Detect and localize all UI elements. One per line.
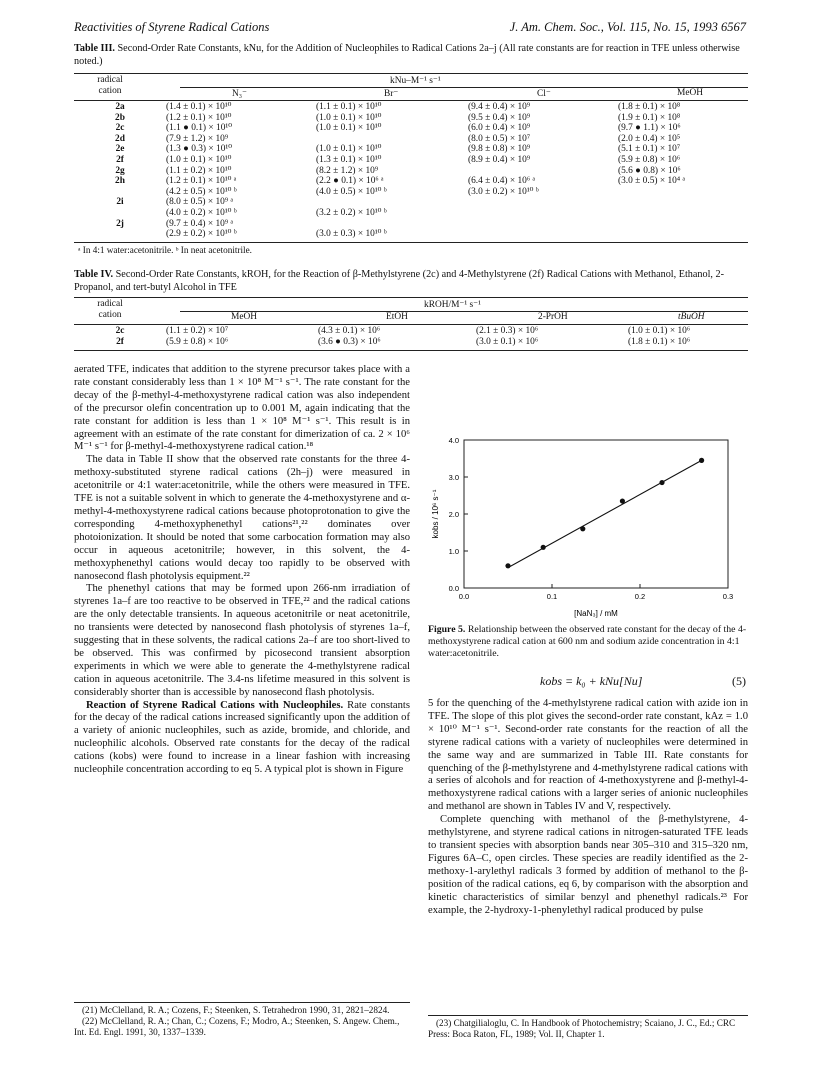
table3-value-cell: (1.3 ● 0.3) × 10¹⁰ — [166, 144, 232, 155]
table4-head-cation-word: cation — [98, 309, 122, 320]
table3-value-cell: (3.0 ± 0.2) × 10¹⁰ ᵇ — [468, 186, 539, 197]
table3-row — [74, 134, 748, 145]
right-paragraph-2: Complete quenching with methanol of the β-methylstyrene, 4-methylstyrene, and styrene radical cations in nitrogen-saturated TFE leads to transient species with absorption bands near 305–310 and 315–320 nm, Figures 6A–C, open circles. These species are readily identified as the 2-methoxy-1-arylethyl radicals 3 formed by addition of methanol to the β-position of the radical cations, eq 6, by comparison with the absorption and kinetic characteristics of similar benzyl and phenethyl radicals.²³ For example, the 2-hydroxy-1-phenylethyl radical produced by pulse — [428, 814, 748, 916]
table3-head-radical: radical — [97, 75, 123, 85]
table3-value-cell: (1.1 ● 0.1) × 10¹⁰ — [166, 123, 232, 134]
table3-value-cell: (2.9 ± 0.2) × 10¹⁰ ᵇ — [166, 229, 237, 240]
table3-cation-cell: 2b — [115, 112, 125, 123]
table3-row — [74, 166, 748, 177]
table3-head-rule — [74, 100, 748, 101]
table3-col-cl: Cl⁻ — [537, 89, 551, 99]
table4-value-cell: (1.8 ± 0.1) × 10⁶ — [628, 336, 691, 347]
plot-frame — [464, 440, 728, 588]
table3-value-cell: (1.0 ± 0.1) × 10¹⁰ — [316, 112, 382, 123]
table4-head-radical: radical — [97, 299, 123, 309]
figure5-caption — [428, 624, 748, 660]
table3-value-cell: (2.2 ● 0.1) × 10⁶ ᵃ — [316, 176, 384, 187]
table3-cation-cell — [74, 187, 166, 198]
table3-cation-cell: 2d — [115, 133, 125, 144]
table4-caption — [74, 268, 744, 294]
reference-23: (23) Chatgilialoglu, C. In Handbook of Photochemistry; Scaiano, J. C., Ed.; CRC Press: Boca Raton, FL, 1989; Vol. II, Chapter 1. — [428, 1018, 736, 1039]
left-paragraph-4-text: Rate constants for the decay of the radical cations increased significantly upon the addition of a variety of anionic nucleophiles, such as azide, bromide, and chloride, and nucleophilic alcohols. Observed rate constants for the decay of the radical cations (kobs) were found to increase in a linear fashion with increasing nucleophile concentration according to eq 5. A typical plot is shown in Figure — [74, 699, 410, 776]
table4-bottom-rule — [74, 350, 748, 351]
table3-head-cation-word: cation — [98, 85, 122, 96]
table3-value-cell: (5.1 ± 0.1) × 10⁷ — [618, 144, 681, 155]
table3-cation-cell — [74, 208, 166, 219]
x-tick-label: 0.2 — [634, 592, 646, 601]
table4-value-cell: (3.6 ● 0.3) × 10⁶ — [318, 336, 381, 347]
x-tick-label: 0.3 — [722, 592, 734, 601]
table3-value-cell: (1.2 ± 0.1) × 10¹⁰ — [166, 112, 232, 123]
table3-cation-cell: 2h — [115, 176, 125, 187]
table3-value-cell — [618, 219, 748, 230]
table3-value-cell: (9.8 ± 0.8) × 10⁹ — [468, 144, 531, 155]
table3-value-cell: (6.4 ± 0.4) × 10⁶ ᵃ — [468, 176, 536, 187]
data-point — [699, 458, 704, 463]
table3-value-cell: (4.0 ± 0.2) × 10¹⁰ ᵇ — [166, 207, 237, 218]
table3-row — [74, 155, 748, 166]
left-paragraph-1: aerated TFE, indicates that addition to the styrene precursor takes place with a rate constant considerably less than 1 × 10⁸ M⁻¹ s⁻¹. The rate constant for the decay of the β-methyl-4-methoxystyrene radical cation was also independent of the precursor olefin concentration up to 0.001 M, again indicating that the rate constant for addition is less than 1 × 10⁸ M⁻¹ s⁻¹. This result is in agreement with an estimate of the rate constant for dimerization of ca. 2 × 10⁶ M⁻¹ s⁻¹ for β-methyl-4-methoxystyrene radical cation.¹⁸ — [74, 364, 410, 453]
table3-row — [74, 187, 748, 198]
table3-value-cell: (4.0 ± 0.5) × 10¹⁰ ᵇ — [316, 186, 387, 197]
right-footnote-rule — [428, 1015, 748, 1016]
table3-value-cell — [468, 219, 618, 230]
y-tick-label: 4.0 — [448, 436, 459, 445]
left-paragraph-2: The data in Table II show that the observed rate constants for the three 4-methoxy-substituted styrene radical cations (2h–j) were measured in acetonitrile or 4:1 water:acetonitrile, while the others were measured in TFE. TFE is not a suitable solvent in which to generate the 4-methoxystyrene and α-methyl-4-methoxystyrene radical cations because photoprotonation to give the corresponding 4-methoxyphenethyl cations²¹,²² dominates over photoionization. It should be noted that some carbocation formation may also occur in aqueous acetonitrile; however, in this solvent, the 4-methoxyphenethyl cations would decay too rapidly to be observed with nanosecond flash photolysis equipment.²² — [74, 454, 410, 582]
running-header-journal: J. Am. Chem. Soc., Vol. 115, No. 15, 1993 6567 — [509, 20, 746, 34]
table3-value-cell — [618, 229, 748, 240]
right-references — [428, 1018, 748, 1040]
table4-col-etoh: EtOH — [386, 312, 408, 322]
table3-row — [74, 219, 748, 230]
table3-value-cell: (1.0 ± 0.1) × 10¹⁰ — [316, 123, 382, 134]
section-heading: Reaction of Styrene Radical Cations with Nucleophiles. — [86, 699, 344, 711]
table3-value-cell: (1.3 ± 0.1) × 10¹⁰ — [316, 154, 382, 165]
left-paragraph-3: The phenethyl cations that may be formed upon 266-nm irradiation of styrenes 1a–f are too reactive to be observed in TFE,²² and the radical cations are the only detectable transients. In aqueous acetonitrile or neat acetonitrile, no transients were detected by nanosecond flash photolysis of styrenes 1a–f, suggesting that in these solvents, the radical cations 2a–f are too short-lived to be observed. This was confirmed by picosecond transient absorption experiments in which we were able to generate the 4-methylstyrene radical cation in aqueous acetonitrile. The 3.4-ns lifetime measured in this solvent is considerably shorter than is accessible by nanosecond flash photolysis. — [74, 583, 410, 698]
table3-cation-cell: 2e — [115, 144, 125, 155]
right-paragraph-1: 5 for the quenching of the 4-methylstyrene radical cation with azide ion in TFE. The slope of this plot gives the second-order rate constant, kAz = 1.0 × 10¹⁰ M⁻¹ s⁻¹. Second-order rate constants for the reaction of all the styrene radical cations with a variety of nucleophiles were determined in the same way and are summarized in Table III. Rate constants for quenching of the β-methylstyrene and 4-methylstyrene radical cations with a series of alcohols and for reaction of 4-methoxystyrene and β-methyl-4-methoxystyrene radical cations with a larger series of anionic nucleophiles and methanol are shown in Tables IV and V, respectively. — [428, 698, 748, 813]
table3-value-cell: (7.9 ± 1.2) × 10⁹ — [166, 133, 229, 144]
table4-cation-cell: 2f — [116, 336, 124, 347]
table4-col-tbuoh: tBuOH — [678, 312, 705, 322]
y-tick-label: 3.0 — [448, 473, 459, 482]
table3-row — [74, 113, 748, 124]
x-tick-label: 0.1 — [546, 592, 558, 601]
data-point — [580, 526, 585, 531]
reference-22: (22) McClelland, R. A.; Chan, C.; Cozens, F.; Modro, A.; Steenken, S. Angew. Chem., Int. Ed. Engl. 1991, 30, 1337–1339. — [74, 1016, 400, 1037]
table3-value-cell: (1.4 ± 0.1) × 10¹⁰ — [166, 102, 232, 112]
table3-value-cell: (1.0 ± 0.1) × 10¹⁰ — [166, 154, 232, 165]
table3-row — [74, 176, 748, 187]
table4-head-cation — [80, 299, 140, 320]
table4-value-cell: (2.1 ± 0.3) × 10⁶ — [476, 326, 539, 336]
table3-value-cell: (8.9 ± 0.4) × 10⁹ — [468, 154, 531, 165]
table3-value-cell: (5.9 ± 0.8) × 10⁶ — [618, 154, 681, 165]
table3-value-cell — [468, 229, 618, 240]
table3-value-cell: (9.7 ● 1.1) × 10⁶ — [618, 123, 681, 134]
table3-value-cell — [618, 197, 748, 208]
y-tick-label: 0.0 — [448, 584, 459, 593]
table4-span-rule — [180, 311, 748, 312]
table3-cation-cell: 2a — [115, 102, 125, 112]
table3-value-cell: (1.9 ± 0.1) × 10⁸ — [618, 112, 681, 123]
table3-row — [74, 144, 748, 155]
left-footnote-rule — [74, 1002, 410, 1003]
table3-row — [74, 197, 748, 208]
table3-head-span: kNu–M⁻¹ s⁻¹ — [390, 76, 441, 86]
left-column — [74, 364, 410, 777]
table3-caption-label: Table III. — [74, 43, 115, 54]
table3-cation-cell: 2g — [115, 165, 125, 176]
table3-footnote: ᵃ In 4:1 water:acetonitrile. ᵇ In neat acetonitrile. — [78, 245, 252, 255]
table3-row — [74, 102, 748, 113]
table4-caption-label: Table IV. — [74, 269, 114, 280]
data-point — [659, 480, 664, 485]
data-point — [541, 545, 546, 550]
fit-line — [508, 460, 702, 567]
reference-21: (21) McClelland, R. A.; Cozens, F.; Steenken, S. Tetrahedron 1990, 31, 2821–2824. — [82, 1005, 390, 1015]
table3-value-cell: (3.0 ± 0.3) × 10¹⁰ ᵇ — [316, 229, 387, 240]
table3-value-cell: (8.2 ± 1.2) × 10⁹ — [316, 165, 379, 176]
table4-head-rule — [74, 324, 748, 325]
table3-col-meoh: MeOH — [677, 88, 704, 98]
data-point — [505, 563, 510, 568]
table3-value-cell — [316, 134, 468, 145]
table3-value-cell: (4.2 ± 0.5) × 10¹⁰ ᵇ — [166, 186, 237, 197]
table4-value-cell: (5.9 ± 0.8) × 10⁶ — [166, 336, 229, 347]
table4-caption-text: Second-Order Rate Constants, kROH, for the Reaction of β-Methylstyrene (2c) and 4-Methylstyrene (2f) Radical Cations with Methanol, Ethanol, 2-Propanol, and tert-butyl Alcohol in TFE — [74, 269, 724, 293]
table3-value-cell: (5.6 ● 0.8) × 10⁶ — [618, 165, 681, 176]
table3-value-cell: (1.8 ± 0.1) × 10⁸ — [618, 102, 681, 112]
y-tick-label: 1.0 — [448, 547, 459, 556]
table3-row — [74, 229, 748, 240]
table3-body — [74, 102, 748, 240]
running-header-title: Reactivities of Styrene Radical Cations — [74, 20, 270, 34]
table4-col-meoh: MeOH — [231, 312, 258, 322]
table3-value-cell — [316, 197, 468, 208]
table3-value-cell: (1.0 ± 0.1) × 10¹⁰ — [316, 144, 382, 155]
table4-value-cell: (3.0 ± 0.1) × 10⁶ — [476, 336, 539, 347]
left-paragraph-4 — [74, 700, 410, 777]
table3-value-cell: (1.2 ± 0.1) × 10¹⁰ ᵃ — [166, 176, 237, 187]
table3-value-cell: (6.0 ± 0.4) × 10⁹ — [468, 123, 531, 134]
table3-value-cell — [468, 208, 618, 219]
table4-row — [74, 337, 748, 348]
table3-value-cell: (3.0 ± 0.5) × 10⁴ ᵃ — [618, 176, 686, 187]
table3-value-cell — [468, 197, 618, 208]
figure5-caption-label: Figure 5. — [428, 624, 466, 635]
x-tick-label: 0.0 — [458, 592, 470, 601]
table3-head-cation — [80, 75, 140, 96]
table3-caption-text: Second-Order Rate Constants, kNu, for the Addition of Nucleophiles to Radical Cations 2a–j (All rate constants are for reaction in TFE unless otherwise noted.) — [74, 43, 740, 67]
table3-col-n3: N₃⁻ — [232, 89, 247, 99]
table3-value-cell — [316, 219, 468, 230]
table4-cation-cell: 2c — [115, 326, 125, 336]
table3-value-cell: (9.5 ± 0.4) × 10⁹ — [468, 112, 531, 123]
table4-value-cell: (4.3 ± 0.1) × 10⁶ — [318, 326, 381, 336]
y-tick-label: 2.0 — [448, 510, 459, 519]
table4-top-rule — [74, 297, 748, 298]
left-references — [74, 1005, 410, 1038]
table4-value-cell: (1.0 ± 0.1) × 10⁶ — [628, 326, 691, 336]
table4-col-2proh: 2-PrOH — [538, 312, 568, 322]
table3-value-cell — [618, 187, 748, 198]
table3-value-cell: (1.1 ± 0.1) × 10¹⁰ — [316, 102, 382, 112]
table3-value-cell: (3.2 ± 0.2) × 10¹⁰ ᵇ — [316, 207, 387, 218]
data-point — [620, 498, 625, 503]
table3-caption — [74, 42, 744, 68]
table4-row — [74, 326, 748, 337]
table3-span-rule — [180, 87, 748, 88]
table3-cation-cell — [74, 229, 166, 240]
equation-5: kobs = k₀ + kNu[Nu] — [540, 674, 643, 688]
table3-value-cell: (1.1 ± 0.2) × 10¹⁰ — [166, 165, 232, 176]
table3-value-cell — [468, 166, 618, 177]
table4-head-span: kROH/M⁻¹ s⁻¹ — [424, 300, 481, 310]
right-column — [428, 698, 748, 917]
table3-bottom-rule — [74, 242, 748, 243]
table3-row — [74, 123, 748, 134]
figure5-caption-text: Relationship between the observed rate constant for the decay of the 4-methoxystyrene radical cation at 600 nm and sodium azide concentration in 4:1 water:acetonitrile. — [428, 624, 747, 659]
figure5-plot — [428, 436, 750, 622]
table4-body — [74, 326, 748, 347]
x-axis-label: [NaN₃] / mM — [574, 609, 618, 618]
table3-col-br: Br⁻ — [384, 89, 399, 99]
table4-value-cell: (1.1 ± 0.2) × 10⁷ — [166, 326, 229, 336]
table3-cation-cell: 2j — [116, 218, 124, 229]
table3-value-cell — [618, 208, 748, 219]
table3-value-cell: (8.0 ± 0.5) × 10⁹ ᵃ — [166, 197, 234, 208]
table3-cation-cell: 2i — [116, 197, 124, 208]
table3-row — [74, 208, 748, 219]
y-axis-label: kobs / 10⁶ s⁻¹ — [431, 489, 440, 539]
equation-5-number: (5) — [732, 674, 746, 688]
table3-top-rule — [74, 73, 748, 74]
table3-value-cell: (9.7 ± 0.4) × 10⁹ ᵃ — [166, 218, 234, 229]
table3-value-cell: (9.4 ± 0.4) × 10⁹ — [468, 102, 531, 112]
table3-cation-cell: 2c — [115, 123, 125, 134]
table3-value-cell: (8.0 ± 0.5) × 10⁷ — [468, 133, 531, 144]
table3-cation-cell: 2f — [116, 154, 124, 165]
table3-value-cell: (2.0 ± 0.4) × 10⁵ — [618, 133, 681, 144]
